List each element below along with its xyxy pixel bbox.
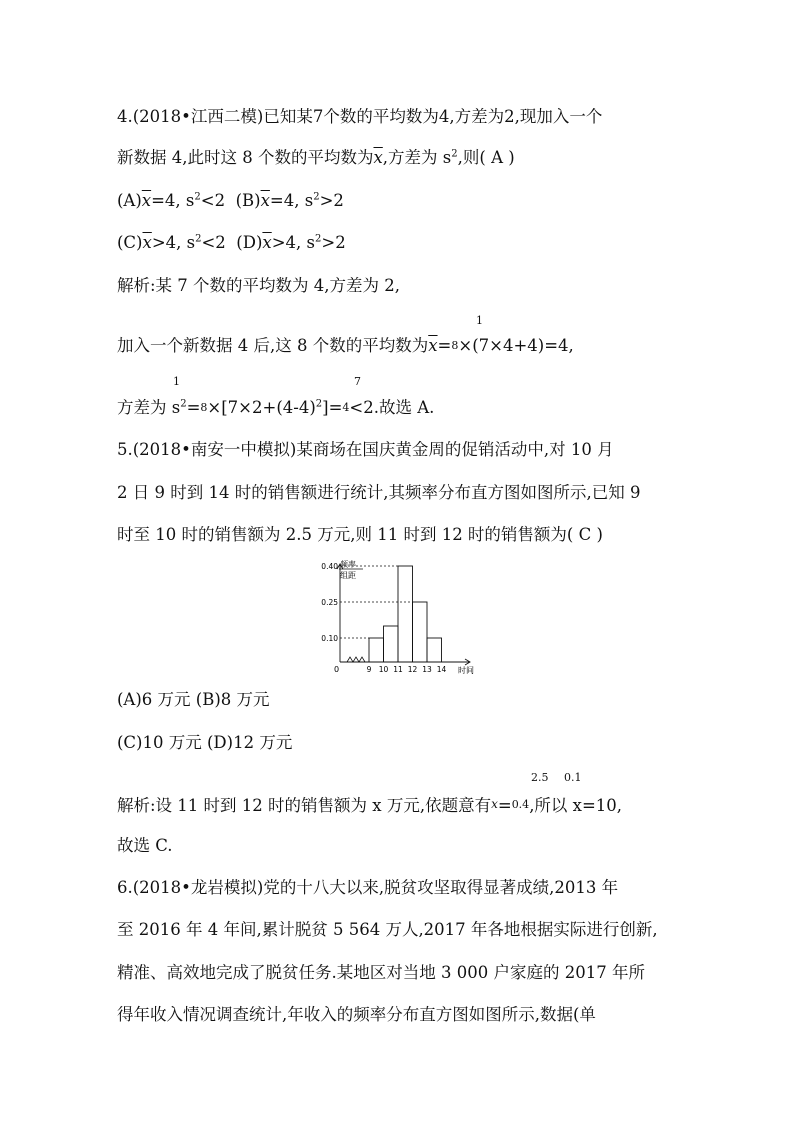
q4-options-ab [117,191,344,211]
frac-2.5-num: 2.5 [531,771,549,784]
x-tick-label: 12 [407,665,418,674]
q4-options-cd [117,233,346,253]
square-sup: 2 [180,398,187,410]
q6-line2: 至 2016 年 4 年间,累计脱贫 5 564 万人,2017 年各地根据实际进行创新, [117,920,658,939]
q5-line1: 5.(2018•南安一中模拟)某商场在国庆黄金周的促销活动中,对 10 月 [117,440,614,459]
y-tick-label: 0.10 [321,634,338,643]
q5-line3: 时至 10 时的销售额为 2.5 万元,则 11 时到 12 时的销售额为( C ) [117,525,603,544]
q4-line2-c: ,则( A ) [457,148,515,167]
q5-solution-line1 [117,794,622,816]
y-label-top: 频率 [340,560,356,569]
x-bar: $\overline{x}$ [142,233,152,252]
q5-options-ab: (A)6 万元 (B)8 万元 [117,690,270,709]
q4-solution-line1: 解析:某 7 个数的平均数为 4,方差为 2, [117,276,401,295]
frac-1-8-den: 8 [451,339,459,352]
option-d-label: (D) [236,233,263,252]
x-bar: $\overline{x}$ [428,336,438,355]
q4-sol3-b: = [186,398,201,417]
frac-x-den: x [491,797,498,811]
q4-solution-line3 [117,398,434,418]
frac-1-8-num: 1 [476,314,483,327]
square-sup: 2 [315,233,322,245]
x-tick-label: 14 [436,665,447,674]
q4-line1: 4.(2018•江西二模)已知某7个数的平均数为4,方差为2,现加入一个 [117,107,603,126]
frac-1-8-den-b: 8 [200,401,208,414]
histogram-bar [398,566,413,662]
option-b-label: (B) [235,191,261,210]
x-tick-label: 13 [422,665,432,674]
q4-sol3-e: <2.故选 A. [349,398,435,417]
q5-options-cd: (C)10 万元 (D)12 万元 [117,733,293,752]
y-label-bottom: 组距 [340,571,356,580]
q6-line3: 精准、高效地完成了脱贫任务.某地区对当地 3 000 户家庭的 2017 年所 [117,963,645,982]
option-b-end: >2 [319,191,344,210]
square-sup: 2 [451,148,458,160]
square-sup: 2 [313,191,320,203]
frac-0.1-num: 0.1 [564,771,582,784]
q4-sol2-c: ×(7×4+4)=4, [458,336,574,355]
frac-1-8-num-b: 1 [173,375,180,388]
histogram-bar [413,602,428,662]
frac-0.4-den: 0.4 [511,798,530,811]
square-sup: 2 [195,233,202,245]
option-a-mid: =4, s [151,191,195,210]
histogram-bar [427,638,442,662]
q5-line2: 2 日 9 时到 14 时的销售额进行统计,其频率分布直方图如图所示,已知 9 [117,483,641,502]
frac-7-4-num: 7 [354,375,361,388]
y-label [339,559,363,580]
y-tick-label: 0.40 [321,562,338,571]
option-a-label: (A) [117,191,142,210]
option-d-end: >2 [321,233,346,252]
q4-sol3-c: ×[7×2+(4-4) [207,398,316,417]
axis-break-zigzag [347,657,365,662]
q4-sol2-a: 加入一个新数据 4 后,这 8 个数的平均数为 [117,336,429,355]
origin-label: 0 [334,665,340,674]
option-a-end: <2 [200,191,226,210]
q4-line2-a: 新数据 4,此时这 8 个数的平均数为 [117,148,374,167]
square-sup: 2 [315,398,323,410]
q6-line4: 得年收入情况调查统计,年收入的频率分布直方图如图所示,数据(单 [117,1005,596,1024]
x-tick-label: 11 [393,665,403,674]
frac-7-4-den: 4 [342,401,350,414]
q4-line2 [117,148,515,168]
x-bar: $\overline{x}$ [141,191,152,210]
q4-solution-line2 [117,336,574,356]
q5-sol1-b: = [497,796,512,815]
q5-sol1-a: 解析:设 11 时到 12 时的销售额为 x 万元,依题意有 [117,796,492,815]
option-b-mid: =4, s [269,191,314,210]
q4-sol3-d: ]= [322,398,343,417]
option-d-mid: >4, s [271,233,315,252]
y-tick-label: 0.25 [321,598,338,607]
option-c-label: (C) [117,233,143,252]
square-sup: 2 [194,191,201,203]
x-axis-label: 时间 [458,666,474,675]
x-tick-label: 10 [378,665,389,674]
histogram-bar [369,638,384,662]
option-c-end: <2 [201,233,226,252]
x-tick-label: 9 [366,665,372,674]
frequency-histogram [310,554,490,680]
q6-line1: 6.(2018•龙岩模拟)党的十八大以来,脱贫攻坚取得显著成绩,2013 年 [117,878,619,897]
option-c-mid: >4, s [151,233,196,252]
x-bar: $\overline{x}$ [373,148,383,167]
x-bar: $\overline{x}$ [262,233,272,252]
q4-sol2-b: = [437,336,452,355]
x-bar: $\overline{x}$ [260,191,270,210]
q4-sol3-a: 方差为 s [117,398,181,417]
q5-sol1-c: ,所以 x=10, [529,796,623,815]
histogram-bar [384,626,399,662]
q4-line2-b: ,方差为 s [382,148,452,167]
q5-solution-line2: 故选 C. [117,836,173,855]
